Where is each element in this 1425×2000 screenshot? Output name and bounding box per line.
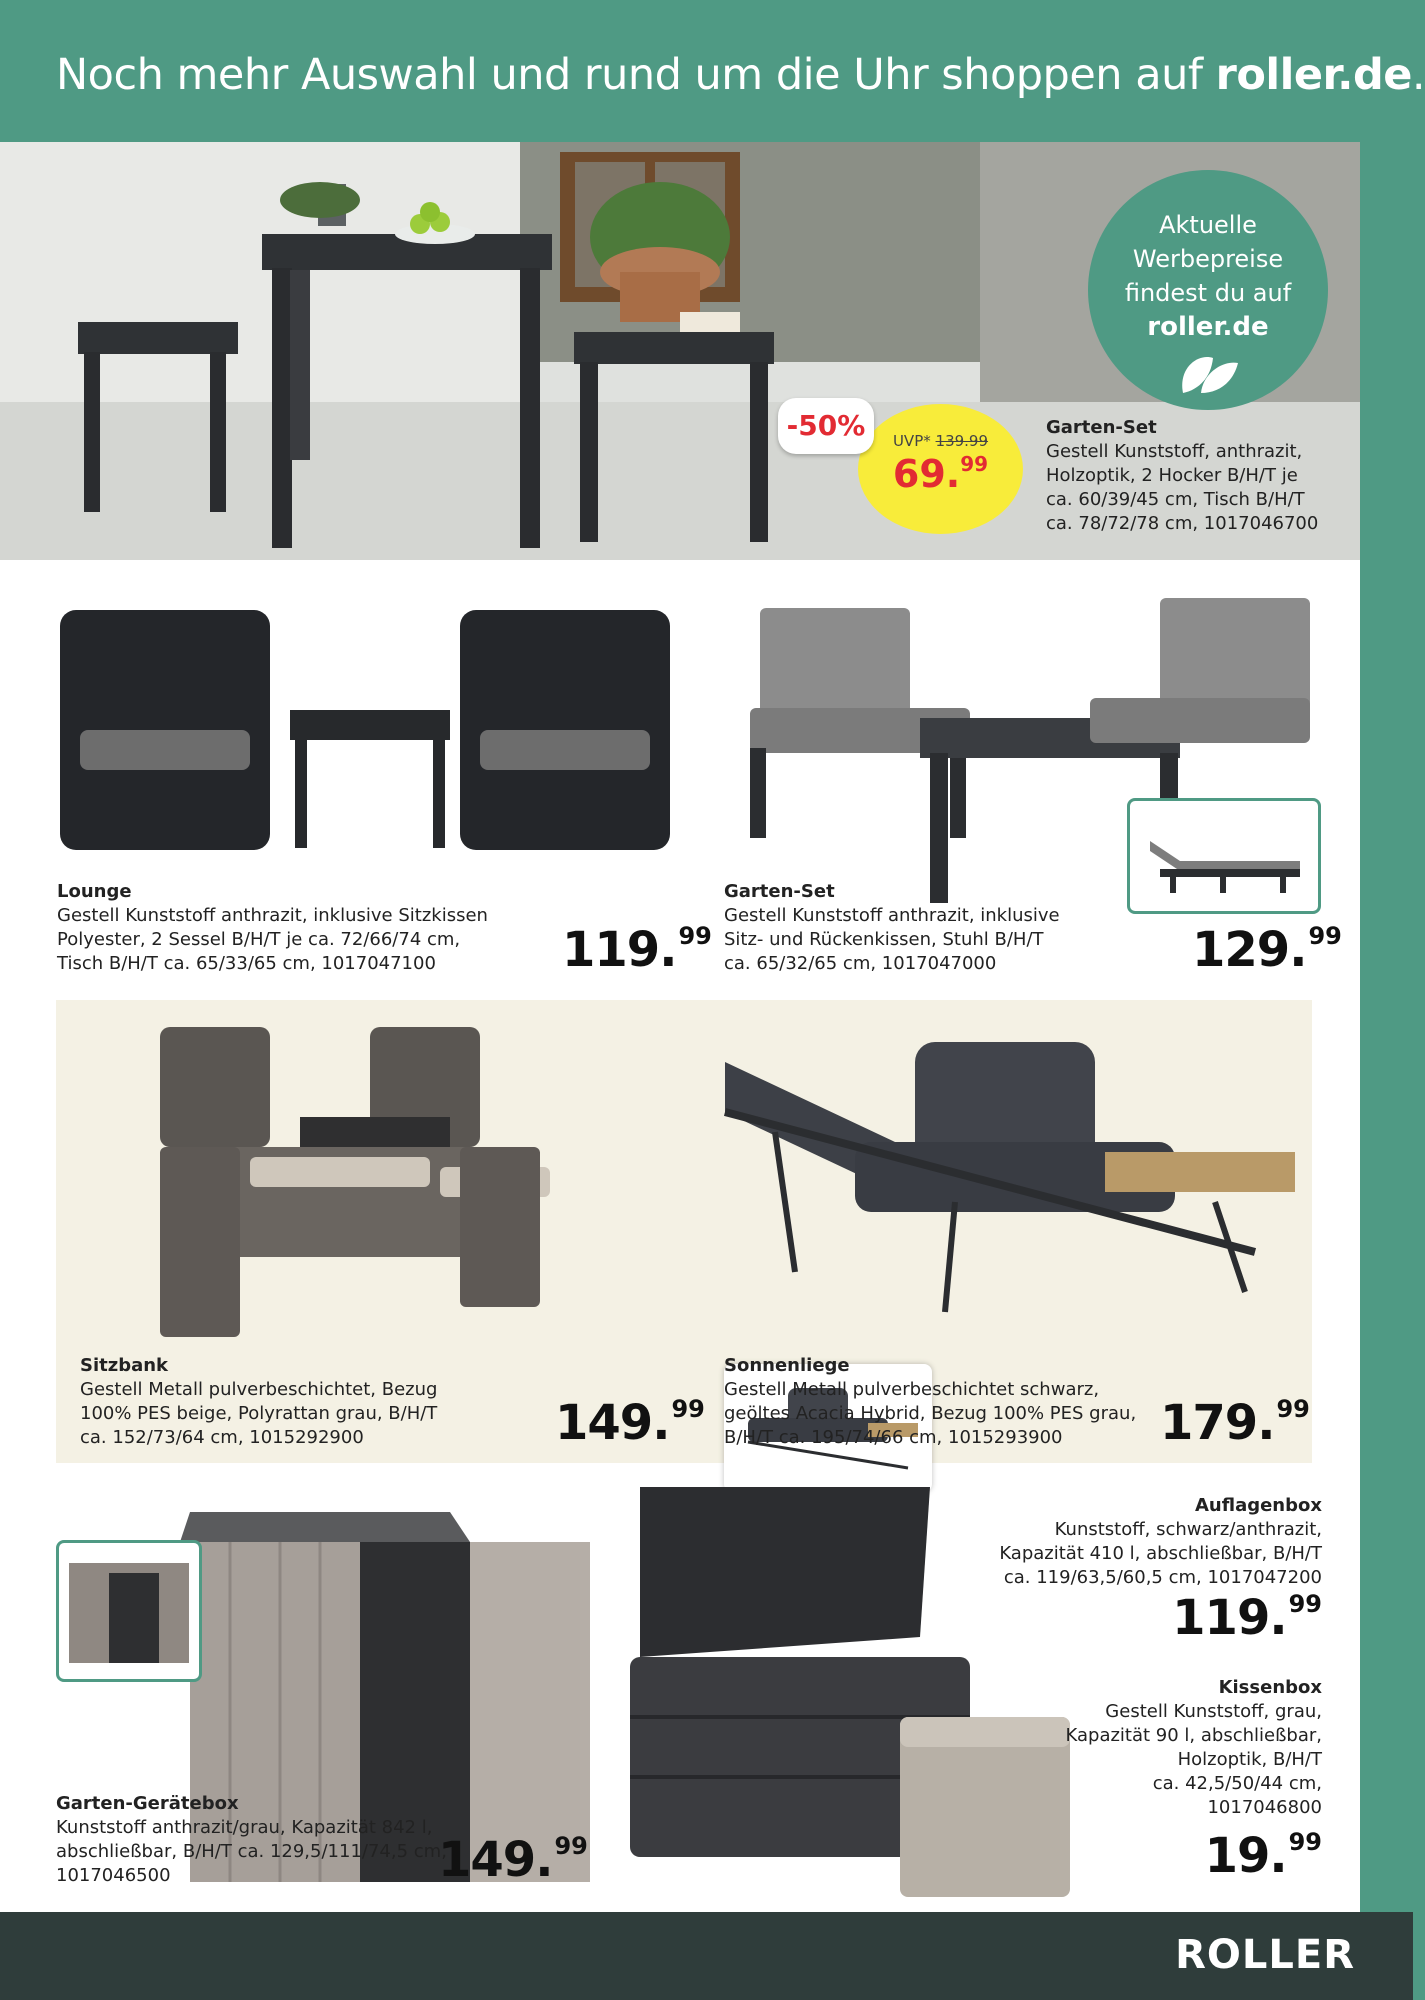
product-title: Garten-Gerätebox [56,1793,239,1814]
tool-shed-thumbnail-image [59,1543,199,1679]
product-desc-line: ca. 42,5/50/44 cm, [1152,1773,1322,1794]
product-title: Sitzbank [80,1355,169,1376]
product-desc-line: Holzoptik, B/H/T [1177,1749,1322,1770]
product-desc-line: geöltes Acacia Hybrid, Bezug 100% PES grau, [724,1403,1137,1424]
badge-line-1: Aktuelle [1159,211,1257,239]
product-cushion-box-small [1066,1676,1323,1820]
uvp-row [858,432,1023,450]
lounger-thumbnail [1127,798,1321,914]
price-cushion-box-large [1172,1590,1322,1646]
product-title: Auflagenbox [1194,1495,1322,1516]
content-panel [0,142,1360,1912]
product-garden-set-1 [1046,416,1318,536]
product-desc-line: ca. 65/32/65 cm, 1017047000 [724,953,997,974]
price-sup: 99 [1288,1828,1322,1856]
price-main: 149. [555,1395,670,1451]
product-bench [80,1354,437,1450]
product-desc-line: abschließbar, B/H/T ca. 129,5/111/74,5 cm, [56,1841,447,1862]
sale-price-sup: 99 [960,452,989,476]
price-sup: 99 [554,1832,588,1860]
uvp-price: 139.99 [935,432,989,450]
price-main: 179. [1160,1395,1275,1451]
sale-price [858,452,1023,496]
product-cushion-box-large [999,1494,1322,1590]
product-desc-line: 1017046500 [56,1865,171,1886]
price-bench [555,1395,705,1451]
header-text-main: Noch mehr Auswahl und rund um die Uhr shoppen auf [56,50,1216,100]
product-desc-line: 1017046800 [1207,1797,1322,1818]
product-desc-line: Kunststoff anthrazit/grau, Kapazität 842 l, [56,1817,433,1838]
price-main: 149. [438,1832,553,1888]
header-dot: . [1411,50,1425,100]
product-desc-line: ca. 152/73/64 cm, 1015292900 [80,1427,364,1448]
header-text [56,50,1425,100]
price-lounge [562,922,712,978]
product-desc-line: Kapazität 90 l, abschließbar, [1065,1725,1322,1746]
product-desc-line: 100% PES beige, Polyrattan grau, B/H/T [80,1403,438,1424]
product-garden-set-2 [724,880,1060,976]
product-desc-line: Gestell Kunststoff anthrazit, inklusive Sitzkissen [57,905,488,926]
product-desc-line: Holzoptik, 2 Hocker B/H/T je [1046,465,1298,486]
price-main: 119. [562,922,677,978]
product-desc-line: B/H/T ca. 195/74/66 cm, 1015293900 [724,1427,1063,1448]
price-sup: 99 [1308,922,1342,950]
badge-line-3: findest du auf [1124,279,1292,307]
product-title: Sonnenliege [724,1355,850,1376]
price-sup: 99 [1288,1590,1322,1618]
footer [0,1912,1413,2000]
price-main: 129. [1192,922,1307,978]
uvp-label: UVP* [892,432,931,450]
leaf-icon [1173,348,1243,398]
product-title: Lounge [57,881,132,902]
price-main: 119. [1172,1590,1287,1646]
product-desc-line: Kapazität 410 l, abschließbar, B/H/T [999,1543,1322,1564]
roller-logo[interactable]: ROLLER [1175,1932,1355,1978]
product-title: Garten-Set [1046,417,1157,438]
product-desc-line: Sitz- und Rückenkissen, Stuhl B/H/T [724,929,1044,950]
product-title: Garten-Set [724,881,835,902]
lounger-thumbnail-image [1130,801,1318,911]
product-sun-lounger [724,1354,1136,1450]
tool-shed-thumbnail [56,1540,202,1682]
product-desc-line: Polyester, 2 Sessel B/H/T je ca. 72/66/74 cm, [57,929,461,950]
bench-image [140,1007,620,1347]
product-desc-line: ca. 78/72/78 cm, 1017046700 [1046,513,1319,534]
header-brand[interactable]: roller.de [1215,50,1412,100]
product-desc-line: Gestell Kunststoff, grau, [1105,1701,1322,1722]
price-badge [858,404,1023,534]
product-desc-line: Gestell Kunststoff, anthrazit, [1046,441,1303,462]
price-garden-set-2 [1192,922,1342,978]
price-sup: 99 [671,1395,705,1423]
header-banner [0,0,1425,142]
product-desc-line: Gestell Metall pulverbeschichtet schwarz, [724,1379,1100,1400]
price-sup: 99 [678,922,712,950]
product-tool-shed [56,1792,447,1888]
product-desc-line: Gestell Metall pulverbeschichtet, Bezug [80,1379,438,1400]
product-desc-line: Kunststoff, schwarz/anthrazit, [1054,1519,1322,1540]
product-desc-line: Gestell Kunststoff anthrazit, inklusive [724,905,1060,926]
badge-line-2: Werbepreise [1132,245,1284,273]
discount-badge: -50% [778,398,874,454]
product-title: Kissenbox [1218,1677,1322,1698]
sale-price-main: 69. [892,452,961,496]
price-cushion-box-small [1205,1828,1322,1884]
product-desc-line: ca. 60/39/45 cm, Tisch B/H/T [1046,489,1305,510]
product-desc-line: ca. 119/63,5/60,5 cm, 1017047200 [1003,1567,1322,1588]
product-desc-line: Tisch B/H/T ca. 65/33/65 cm, 1017047100 [57,953,436,974]
price-sup: 99 [1276,1395,1310,1423]
price-main: 19. [1204,1828,1287,1884]
product-lounge [57,880,488,976]
price-sun-lounger [1160,1395,1310,1451]
promo-badge[interactable] [1088,170,1328,410]
badge-brand: roller.de [1147,312,1269,342]
badge-line-4 [1088,310,1328,344]
sun-lounger-image [715,1012,1305,1332]
price-tool-shed [438,1832,588,1888]
